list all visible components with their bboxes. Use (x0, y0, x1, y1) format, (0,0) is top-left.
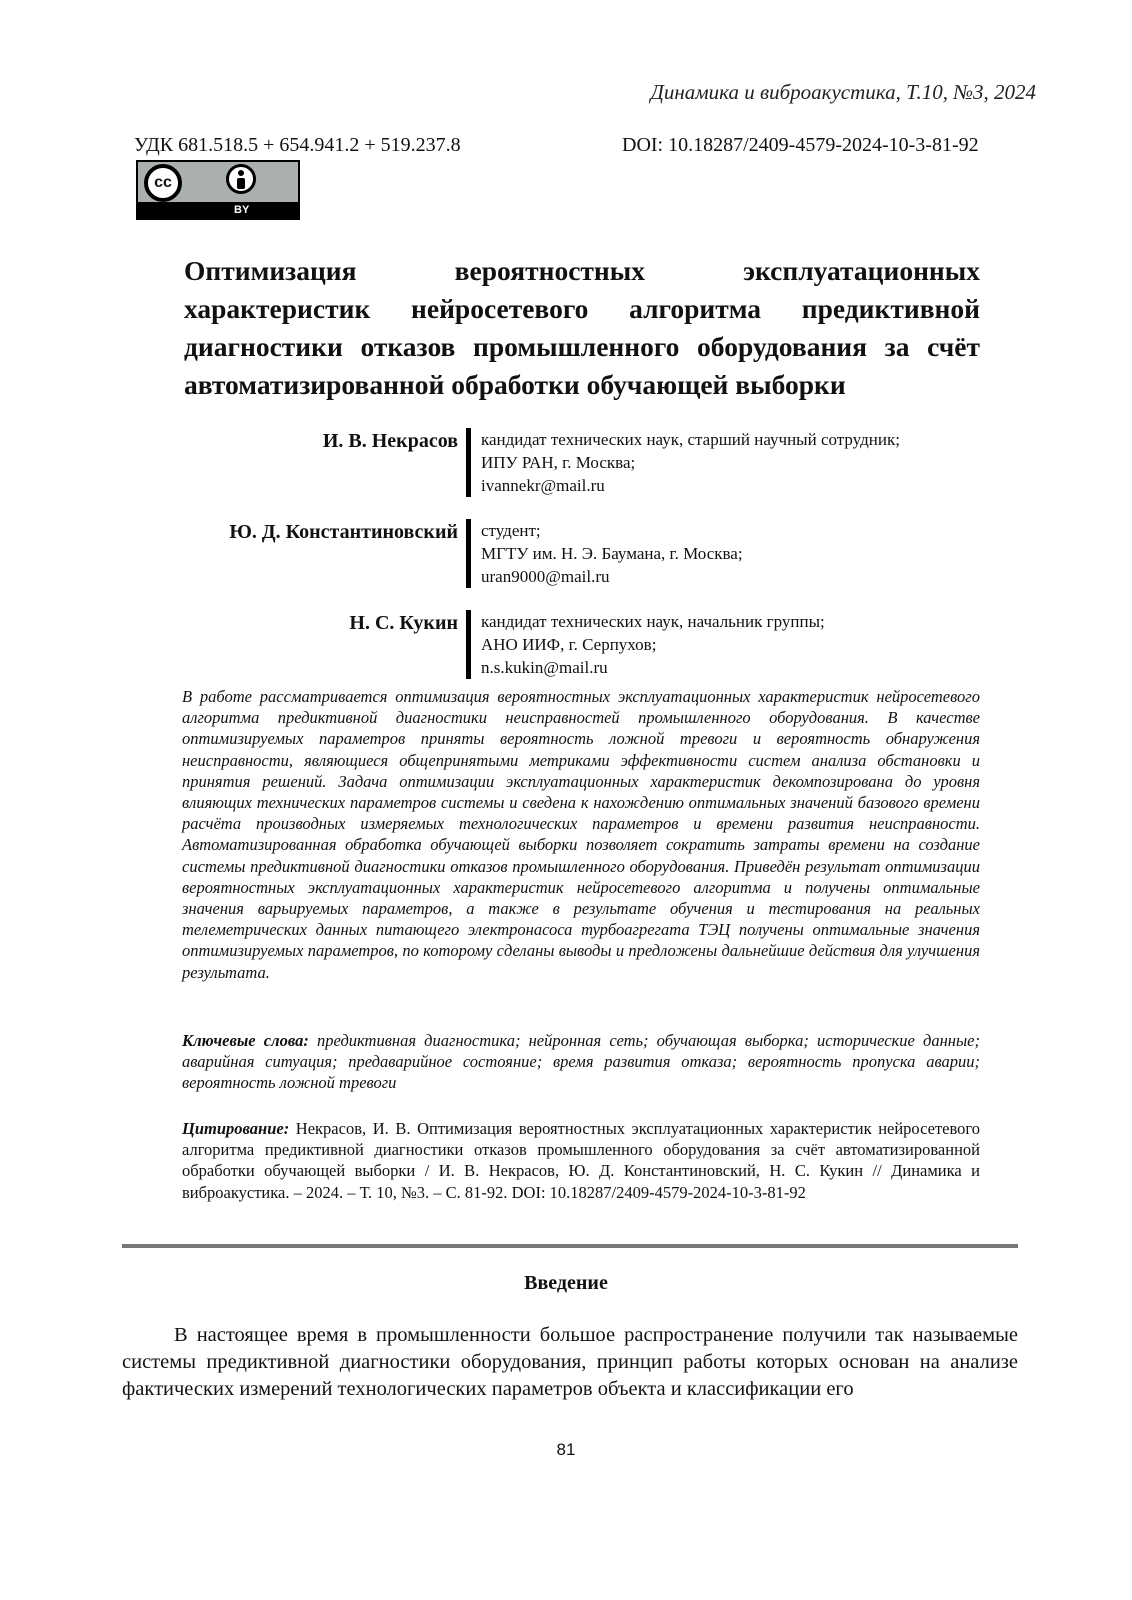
cc-icon: cc (144, 164, 182, 202)
author-entry (150, 610, 990, 679)
author-position: кандидат технических наук, начальник группы; (481, 612, 825, 631)
section-divider (122, 1244, 1018, 1248)
author-name: Н. С. Кукин (349, 612, 458, 634)
authors-block (150, 428, 990, 701)
author-details (466, 428, 900, 497)
citation-label: Цитирование: (182, 1119, 290, 1138)
doi-reference: DOI: 10.18287/2409-4579-2024-10-3-81-92 (622, 134, 979, 156)
citation-text: Некрасов, И. В. Оптимизация вероятностных эксплуатационных характеристик нейросетевого алгоритма предиктивной диагностики отказов промышленного оборудования за счёт автоматизированной обработки обучающей выборки / И. В. Некрасов, Ю. Д. Константиновский, Н. С. Кукин // Динамика и виброакустика. – 2024. – Т. 10, №3. – С. 81-92. DOI: 10.18287/2409-4579-2024-10-3-81-92 (182, 1119, 981, 1202)
section-heading: Введение (524, 1272, 608, 1294)
author-name: И. В. Некрасов (322, 430, 458, 452)
citation (182, 1118, 980, 1203)
author-details (466, 519, 743, 588)
keywords-label: Ключевые слова: (182, 1031, 309, 1050)
author-details (466, 610, 825, 679)
author-affiliation: АНО ИИФ, г. Серпухов; (481, 635, 657, 654)
author-position: кандидат технических наук, старший научный сотрудник; (481, 430, 900, 449)
udk-code: УДК 681.518.5 + 654.941.2 + 519.237.8 (134, 134, 461, 156)
author-entry (150, 428, 990, 497)
author-affiliation: ИПУ РАН, г. Москва; (481, 453, 636, 472)
author-email: n.s.kukin@mail.ru (481, 658, 608, 677)
page-number: 81 (556, 1440, 576, 1459)
author-email: ivannekr@mail.ru (481, 476, 605, 495)
author-entry (150, 519, 990, 588)
attribution-icon (226, 164, 256, 194)
body-paragraph: В настоящее время в промышленности большое распространение получили так называемые системы предиктивной диагностики оборудования, принцип работы которых основан на анализе фактических измерений технологических параметров объекта и классификации его (122, 1324, 1018, 1400)
by-label: BY (234, 204, 250, 216)
keywords (182, 1030, 980, 1094)
article-title: Оптимизация вероятностных эксплуатационных характеристик нейросетевого алгоритма предиктивной диагностики отказов промышленного оборудования за счёт автоматизированной обработки обучающей выборки (184, 255, 980, 400)
journal-reference: Динамика и виброакустика, Т.10, №3, 2024 (650, 80, 1036, 104)
keywords-text: предиктивная диагностика; нейронная сеть; обучающая выборка; исторические данные; аварийная ситуация; предаварийное состояние; время развития отказа; вероятность пропуска аварии; вероятность ложной тревоги (182, 1031, 980, 1093)
author-name: Ю. Д. Константиновский (229, 521, 458, 543)
abstract: В работе рассматривается оптимизация вероятностных эксплуатационных характеристик нейросетевого алгоритма предиктивной диагностики неисправностей промышленного оборудования. В качестве оптимизируемых параметров приняты вероятность ложной тревоги и вероятность обнаружения неисправности, являющиеся общепринятыми метриками эффективности систем анализа обстановки и принятия решений. Задача оптимизации эксплуатационных характеристик декомпозирована до уровня влияющих технических параметров системы и сведена к нахождению оптимальных значений базового времени расчёта производных измеряемых технологических параметров и времени развития неисправности. Автоматизированная обработка обучающей выборки позволяет сократить затраты времени на создание системы предиктивной диагностики отказов промышленного оборудования. Приведён результат оптимизации вероятностных эксплуатационных характеристик нейросетевого алгоритма и получены оптимальные значения варьируемых параметров, а также в результате обучения и тестирования на реальных телеметрических данных питающего электронасоса турбоагрегата ТЭЦ получены оптимальные значения оптимизируемых параметров, по которому сделаны выводы и предложены дальнейшие действия для улучшения результата. (182, 687, 980, 982)
author-affiliation: МГТУ им. Н. Э. Баумана, г. Москва; (481, 544, 743, 563)
cc-by-license-badge (136, 160, 300, 220)
author-position: студент; (481, 521, 541, 540)
author-email: uran9000@mail.ru (481, 567, 610, 586)
